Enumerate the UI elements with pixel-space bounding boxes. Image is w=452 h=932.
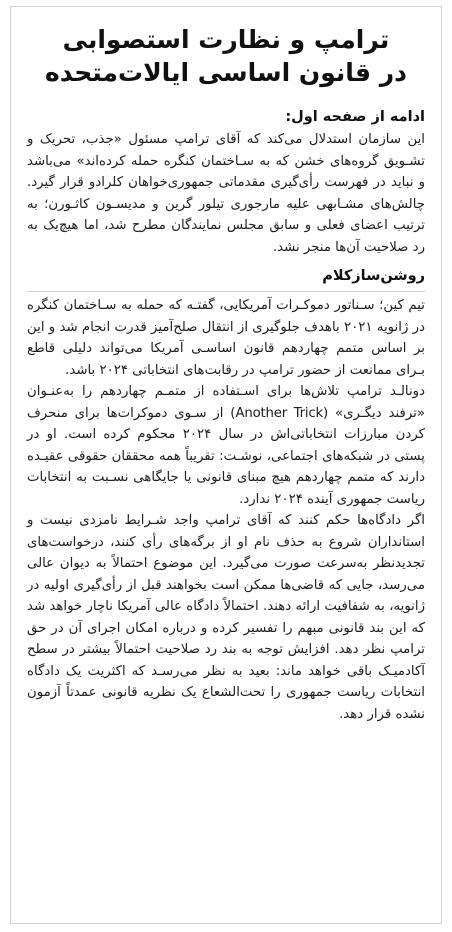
body-paragraph: تیم کین؛ سـناتور دموکـرات آمریکایی، گفتـه که حمله به سـاختمان کنگره در ژانویه ۲۰۲۱ باهدف جلوگیری از انتقال صلح‌آمیز قدرت انجام شد و این بر اساس متمم چهاردهم قانون اساسـی آمریکا می‌تواند دلیلی قاطع بـرای ممانعت از حضور ترامپ در رقابت‌های انتخاباتی ۲۰۲۴ باشد. bbox=[27, 298, 425, 378]
headline-line-2: در قانون اساسی ایالات‌متحده bbox=[45, 58, 407, 87]
section-title: روشن‌سازکلام bbox=[322, 268, 425, 284]
intro-paragraph: این سازمان استدلال می‌کند که آقای ترامپ مسئول «جذب، تحریک و تشـویق گروه‌های خشن که به سـاختمان کنگره حمله کرده‌اند» می‌باشد و نباید در فهرست رأی‌گیری مقدماتی جمهوری‌خواهان کلرادو قرار گیرد. چالش‌های مشـابهی علیه مارجوری تیلور گرین و مدیسـون کاثـورن؛ به ترتیب اعضای فعلی و سابق مجلس نمایندگان مطرح شد، اما هیچ‌یک به رد صلاحیت آن‌ها منجر نشد. bbox=[27, 132, 425, 255]
article-headline bbox=[27, 23, 425, 89]
body-paragraph: دونالـد ترامپ تلاش‌ها برای اسـتفاده از متمـم چهاردهم را به‌عنـوان «ترفند دیگـری» (Another Trick) از سـوی دموکرات‌ها برای منحرف کردن مبارزات انتخاباتی‌اش در سال ۲۰۲۴ محکوم کرده است. او در پستی در شبکه‌های اجتماعی، نوشـت: تقریباً همه محققان حقوقی عقیـده دارند که متمم چهاردهم هیچ مبنای قانونی یا جایگاهی نسـبت به انتخابات ریاست جمهوری آینده ۲۰۲۴ ندارد. bbox=[27, 384, 425, 507]
section-divider bbox=[27, 291, 425, 292]
headline-line-1: ترامپ و نظارت استصوابی bbox=[62, 25, 390, 54]
body-paragraph: اگر دادگاه‌ها حکم کنند که آقای ترامپ واجد شـرایط نامزدی نیست و استانداران شروع به حذف نام او از برگه‌های رأی کنند، درخواست‌های تجدیدنظر به‌سرعت صورت می‌گیرد. این موضوع احتمالاً به دیوان عالی می‌رسد، جایی که قاضی‌ها ممکن است بخواهند قبل از رأی‌گیری اولیه در ژانویه، به شفافیت ارائه دهند. احتمالاً دادگاه عالی آمریکا ناچار خواهد شد که این بند قانونی مبهم را تفسیر کرده و درباره امکان اجرای آن در حق ترامپ نظر دهد. افزایش توجه به بند رد صلاحیت احتمالاً بیشتر در سطح آکادمیـک باقی خواهد ماند: بعید به نظر می‌رسـد که اکثریت یک دادگاه انتخابات ریاست جمهوری را تحت‌الشعاع یک نظریه قانونی عمدتاً آزمون نشده قرار دهد. bbox=[27, 513, 425, 722]
continued-from-label: ادامه از صفحه اول: bbox=[285, 109, 425, 125]
article-box bbox=[10, 6, 442, 924]
headline-spacer bbox=[27, 89, 425, 107]
